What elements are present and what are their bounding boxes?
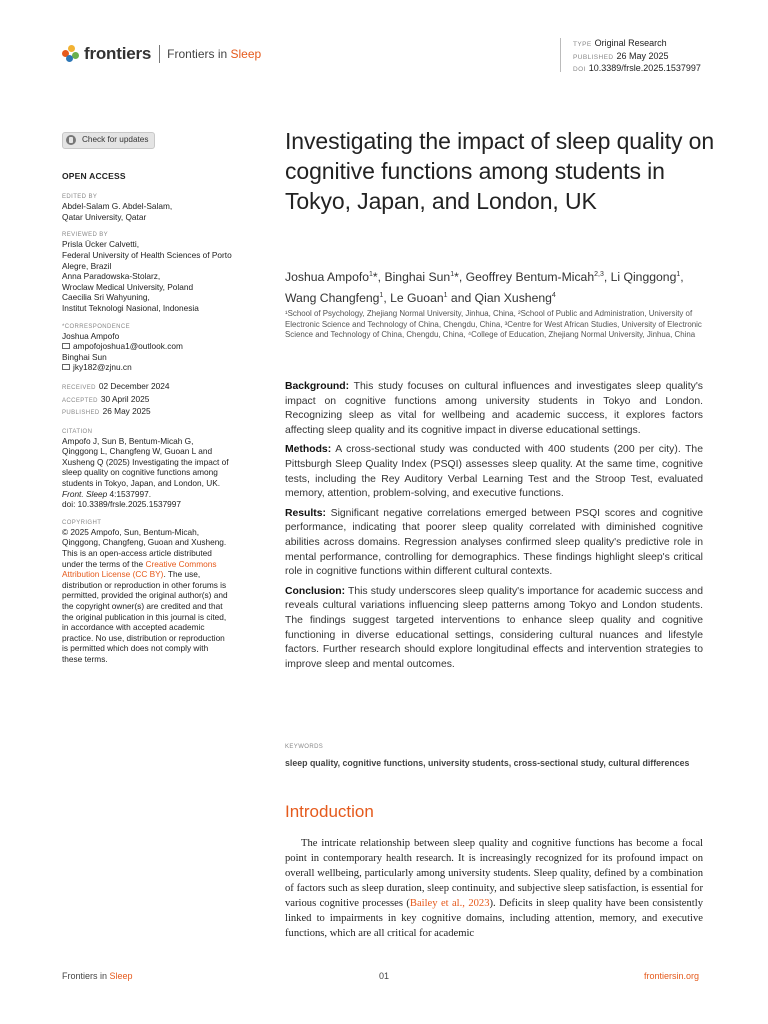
accepted-date: ACCEPTED 30 April 2025 bbox=[62, 393, 150, 404]
copyright-label: COPYRIGHT bbox=[62, 519, 102, 526]
published-date: PUBLISHED 26 May 2025 bbox=[62, 406, 151, 417]
edited-by-label: EDITED BY bbox=[62, 194, 98, 201]
correspondence-label: *CORRESPONDENCE bbox=[62, 323, 131, 330]
author[interactable]: Geoffrey Bentum-Micah$^{2,3}$ bbox=[465, 270, 604, 285]
correspondence-email-1[interactable]: ampofojoshua1@outlook.com bbox=[62, 341, 257, 352]
cc-license-link[interactable]: Creative Commons Attribution License (CC BY) bbox=[62, 558, 217, 580]
author[interactable]: Joshua Ampofo$^1$* bbox=[285, 270, 378, 285]
section-heading-introduction: Introduction bbox=[285, 802, 374, 821]
citation-link[interactable]: Bailey et al., 2023 bbox=[409, 898, 490, 909]
reviewed-by-label: REVIEWED BY bbox=[62, 232, 109, 239]
correspondence-email-2[interactable]: jky182@zjnu.cn bbox=[62, 362, 257, 373]
footer-journal: Frontiers in Sleep bbox=[62, 971, 133, 981]
article-meta bbox=[560, 38, 701, 72]
keywords: sleep quality, cognitive functions, university students, cross-sectional study, cultural differences bbox=[285, 758, 690, 768]
meta-doi[interactable]: DOI 10.3389/frsle.2025.1537997 bbox=[573, 63, 701, 73]
citation-label: CITATION bbox=[62, 428, 93, 435]
correspondence-name-1: Joshua Ampofo bbox=[62, 330, 120, 341]
keywords-label: KEYWORDS bbox=[285, 744, 324, 750]
footer-site-link[interactable]: frontiersin.org bbox=[644, 971, 700, 981]
journal-name: Frontiers in Sleep bbox=[167, 47, 262, 61]
meta-published: PUBLISHED 26 May 2025 bbox=[573, 50, 669, 61]
abstract-methods: Methods: A cross-sectional study was conducted with 400 students (200 per city). The Pittsburgh Sleep Quality Index (PSQI) assesses sleep quality. At the same time, cognitive tests, including the Rey Auditory Verbal Learning Test and the Stroop Test, evaluated memory, attention, problem-solving, and executive functions. bbox=[285, 444, 703, 500]
logo-text: frontiers bbox=[84, 44, 152, 63]
frontiers-logo[interactable] bbox=[62, 44, 261, 64]
logo-divider bbox=[159, 45, 160, 63]
abstract-background: Background: This study focuses on cultural influences and investigates sleep quality's impact on cognitive functions among university students in Tokyo and London. Recognizing sleep as vital for wellbeing and academic success, it explores factors affecting sleep quality and its cognitive impact in diverse educational settings. bbox=[285, 381, 703, 436]
check-for-updates-button[interactable] bbox=[62, 132, 155, 149]
citation-text: Ampofo J, Sun B, Bentum-Micah G, Qinggong L, Changfeng W, Guoan L and Xusheng Q (2025) Investigating the impact of sleep quality on cognitive functions among students in Tokyo, Japan, and London, UK. Front. Sleep 4:1537997. doi: 10.3389/frsle.2025.1537997 bbox=[62, 435, 229, 510]
abstract-results: Results: Significant negative correlations emerged between PSQI scores and cognitive performance, indicating that poorer sleep quality correlated with diminished cognitive abilities across domains. Regression analyses confirmed sleep quality's predictive role in mental performance, controlling for demographics. These findings highlight sleep's critical role in cognitive functions within different cultural contexts. bbox=[285, 507, 703, 578]
sidebar bbox=[62, 132, 257, 665]
abstract bbox=[285, 380, 703, 677]
author[interactable]: Binghai Sun$^1$* bbox=[384, 270, 459, 285]
author[interactable]: Li Qinggong$^1$ bbox=[610, 270, 681, 285]
author[interactable]: Qian Xusheng$^4$ bbox=[474, 290, 556, 305]
author-list: Joshua Ampofo$^1$*, Binghai Sun$^1$*, Geoffrey Bentum-Micah$^{2,3}$, Li Qinggong$^1$, Wang Changfeng$^1$, Le Guoan$^1$ and Qian Xusheng$^4$ bbox=[285, 270, 684, 305]
reviewed-by: Prisla Ücker Calvetti, Federal University of Health Sciences of Porto Alegre, Brazil Anna Paradowska-Stolarz, Wroclaw Medical University, Poland Caecilia Sri Wahyuning, Institut Teknologi Nasional, Indonesia bbox=[62, 239, 232, 313]
article-dates bbox=[62, 381, 257, 419]
frontiers-logo-icon bbox=[62, 45, 80, 63]
meta-type: TYPE Original Research bbox=[573, 38, 667, 48]
introduction-paragraph: The intricate relationship between sleep quality and cognitive functions has become a focal point in contemporary health research. It is increasingly recognized for its profound impact on overall wellbeing, particularly among university students. Sleep quality, defined by a combination of factors such as sleep duration, sleep continuity, and subjective sleep satisfaction, is essential for various cognitive processes (Bailey et al., 2023). Deficits in sleep quality have been consistently linked to impairments in key cognitive domains, including attention, memory, and executive functions, which are all critical for academic bbox=[285, 838, 703, 939]
check-updates-label: Check for updates bbox=[82, 135, 149, 144]
edited-by: Abdel-Salam G. Abdel-Salam, Qatar University, Qatar bbox=[62, 201, 173, 222]
correspondence-name-2: Binghai Sun bbox=[62, 351, 107, 362]
article-title: Investigating the impact of sleep quality on cognitive functions among students in Tokyo, Japan, and London, UK bbox=[285, 128, 715, 214]
email-icon bbox=[62, 364, 70, 370]
email-icon bbox=[62, 343, 70, 349]
abstract-conclusion: Conclusion: This study underscores sleep quality's importance for academic success and reveals cultural variations influencing sleep patterns among Tokyo and London students. The findings suggest targeted interventions to enhance sleep quality and cognitive functioning in diverse educational settings, considering cultural nuances and lifestyle factors. Further research should explore longitudinal effects and intervention strategies to improve sleep and mental outcomes. bbox=[285, 585, 703, 670]
open-access-label: OPEN ACCESS bbox=[62, 170, 126, 181]
author[interactable]: Wang Changfeng$^1$ bbox=[285, 290, 384, 305]
update-icon bbox=[66, 135, 76, 145]
affiliations: ¹School of Psychology, Zhejiang Normal University, Jinhua, China, ²School of Public and Administration, University of Electronic Science and Technology of China, Chengdu, China, ³Centre for West African Studies, University of Electronic Science and Technology of China, Chengdu, China, ⁴College of Education, Zhejiang Normal University, Jinhua, China bbox=[285, 309, 702, 339]
page-number: 01 bbox=[379, 971, 390, 981]
author[interactable]: Le Guoan$^1$ bbox=[390, 290, 448, 305]
received-date: RECEIVED 02 December 2024 bbox=[62, 380, 170, 391]
copyright-text: © 2025 Ampofo, Sun, Bentum-Micah, Qinggong, Changfeng, Guoan and Xusheng. This is an open-access article distributed under the terms of the Creative Commons Attribution License (CC BY). The use, distribution or reproduction in other forums is permitted, provided the original author(s) and the copyright owner(s) are credited and that the original publication in this journal is cited, in accordance with accepted academic practice. No use, distribution or reproduction is permitted which does not comply with these terms. bbox=[62, 526, 228, 664]
